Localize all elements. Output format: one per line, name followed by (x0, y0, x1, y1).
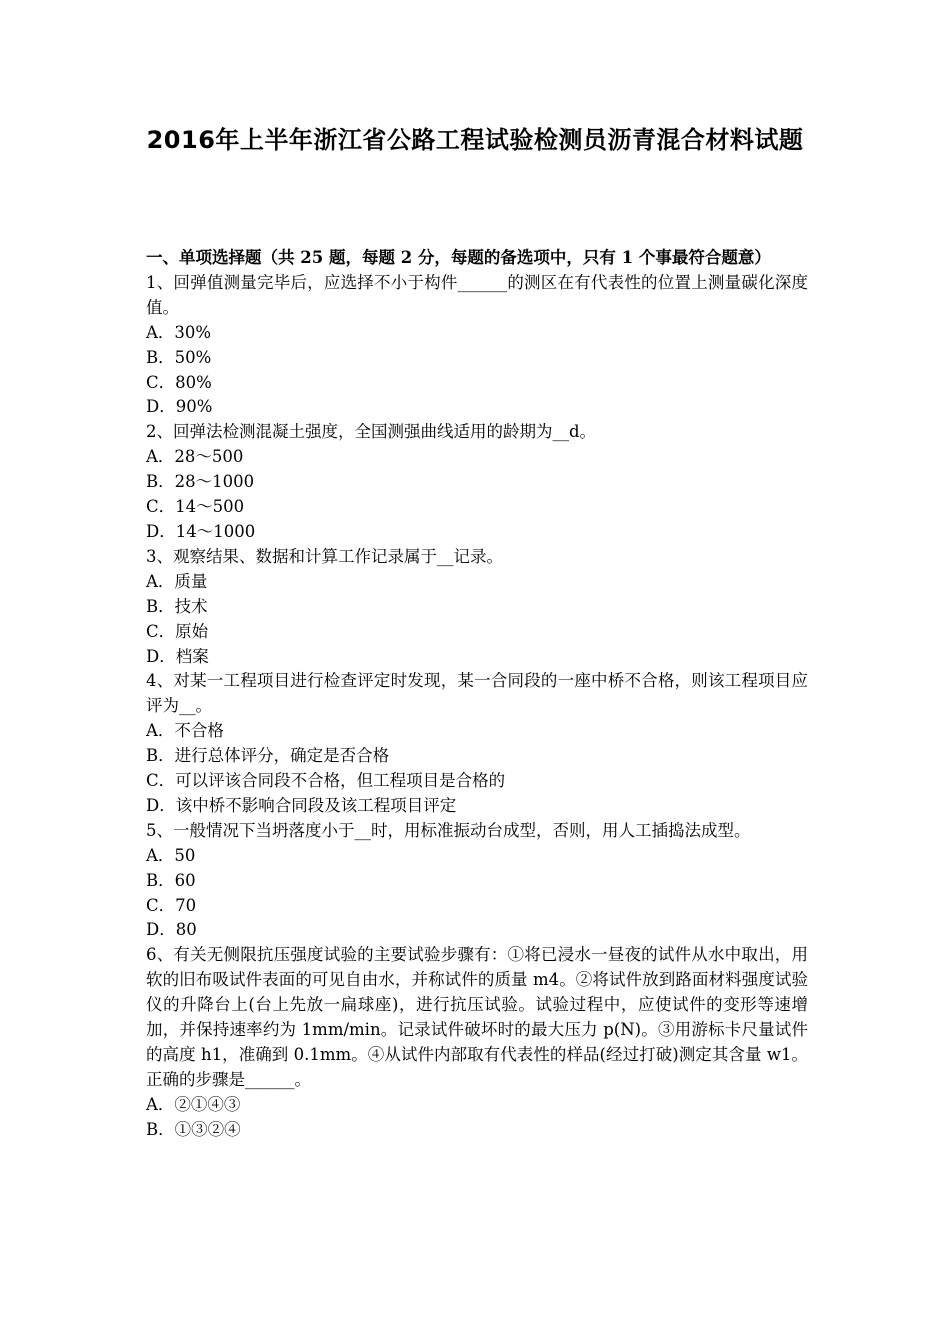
document-title: 2016年上半年浙江省公路工程试验检测员沥青混合材料试题 (146, 126, 804, 154)
option-d: D．档案 (146, 646, 209, 666)
question-stem: 5、一般情况下当坍落度小于__时，用标准振动台成型，否则，用人工插捣法成型。 (146, 820, 751, 840)
question-stem: 2、回弹法检测混凝土强度，全国测强曲线适用的龄期为__d。 (146, 422, 597, 442)
option-b: B．技术 (146, 596, 208, 616)
question-2 (146, 420, 808, 545)
option-c: C．80% (146, 372, 212, 392)
option-b: B．60 (146, 870, 196, 890)
question-stem: 1、回弹值测量完毕后，应选择不小于构件______的测区在有代表性的位置上测量碳化深度值。 (146, 272, 808, 317)
option-d: D．90% (146, 397, 213, 417)
document-body (146, 246, 808, 1143)
option-d: D．14～1000 (146, 521, 256, 541)
question-5 (146, 819, 808, 944)
option-a: A．质量 (146, 571, 208, 591)
option-d: D．该中桥不影响合同段及该工程项目评定 (146, 795, 457, 815)
option-d: D．80 (146, 920, 197, 940)
option-a: A．不合格 (146, 721, 224, 741)
option-a: A．50 (146, 845, 196, 865)
option-a: A．30% (146, 322, 212, 342)
option-c: C．原始 (146, 621, 209, 641)
question-stem: 3、观察结果、数据和计算工作记录属于__记录。 (146, 546, 503, 566)
question-1 (146, 271, 808, 420)
option-b: B．50% (146, 347, 212, 367)
option-c: C．14～500 (146, 497, 245, 517)
option-c: C．可以评该合同段不合格，但工程项目是合格的 (146, 771, 506, 791)
option-b: B．进行总体评分，确定是否合格 (146, 746, 390, 766)
question-3 (146, 545, 808, 670)
question-stem: 6、有关无侧限抗压强度试验的主要试验步骤有：①将已浸水一昼夜的试件从水中取出，用软的旧布吸试件表面的可见自由水，并称试件的质量 m4。②将试件放到路面材料强度试验仪的升降台上(台上先放一扁球座)，进行抗压试验。试验过程中，应使试件的变形等速增加，并保持速率约为 1mm/min。记录试件破坏时的最大压力 p(N)。③用游标卡尺量试件的高度 h1，准确到 0.1mm。④从试件内部取有代表性的样品(经过打破)测定其含量 w1。正确的步骤是______。 (146, 945, 808, 1089)
question-stem: 4、对某一工程项目进行检查评定时发现，某一合同段的一座中桥不合格，则该工程项目应评为__。 (146, 671, 808, 716)
option-a: A．②①④③ (146, 1094, 241, 1114)
option-b: B．①③②④ (146, 1119, 241, 1139)
section-heading: 一、单项选择题（共 25 题，每题 2 分，每题的备选项中，只有 1 个事最符合题意） (146, 248, 771, 267)
option-b: B．28～1000 (146, 472, 255, 492)
option-c: C．70 (146, 895, 197, 915)
question-6 (146, 943, 808, 1142)
question-4 (146, 669, 808, 818)
option-a: A．28～500 (146, 447, 244, 467)
